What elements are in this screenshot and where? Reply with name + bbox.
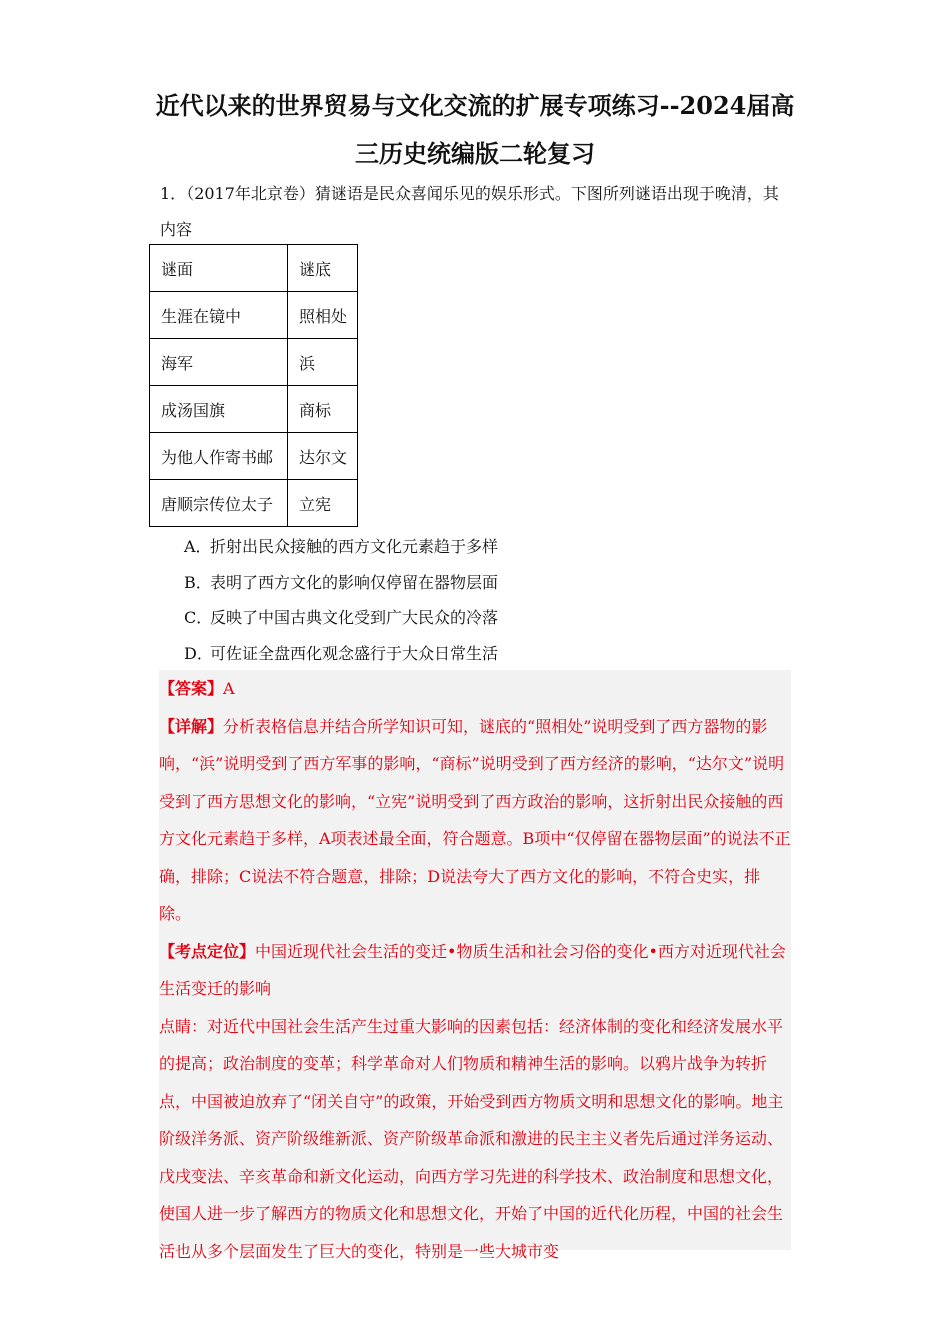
option-text: 可佐证全盘西化观念盛行于大众日常生活	[210, 643, 499, 663]
riddle-table	[149, 244, 358, 527]
table-header-cell: 谜底	[288, 245, 358, 292]
option-letter: B．	[184, 572, 212, 592]
document-title-line-1: 近代以来的世界贸易与文化交流的扩展专项练习--2024届高	[155, 91, 795, 120]
option-a	[184, 529, 498, 565]
detail-tag: 【详解】	[159, 716, 224, 736]
table-row	[150, 433, 358, 480]
table-row	[150, 339, 358, 386]
table-row	[150, 480, 358, 527]
question-stem	[160, 176, 792, 248]
table-row	[150, 292, 358, 339]
note-paragraph: 点睛：对近代中国社会生活产生过重大影响的因素包括：经济体制的变化和经济发展水平的提高；政治制度的变革；科学革命对人们物质和精神生活的影响。以鸦片战争为转折点，中国被迫放弃了“闭关自守”的政策，开始受到西方物质文明和思想文化的影响。地主阶级洋务派、资产阶级维新派、资产阶级革命派和激进的民主主义者先后通过洋务运动、戊戌变法、辛亥革命和新文化运动，向西方学习先进的科学技术、政治制度和思想文化，使国人进一步了解西方的物质文化和思想文化，开始了中国的近代化历程，中国的社会生活也从多个层面发生了巨大的变化，特别是一些大城市变	[159, 1016, 784, 1261]
option-c	[184, 600, 498, 636]
topic-text: 中国近现代社会生活的变迁•物质生活和社会习俗的变化•西方对近现代社会生活变迁的影响	[159, 941, 786, 998]
option-d	[184, 636, 498, 672]
table-cell: 为他人作寄书邮	[150, 433, 288, 480]
table-cell: 生涯在镜中	[150, 292, 288, 339]
question-text: （2017年北京卷）猜谜语是民众喜闻乐见的娱乐形式。下图所列谜语出现于晚清，其内容	[160, 184, 779, 239]
option-letter: A．	[184, 537, 212, 556]
table-header-row	[150, 245, 358, 292]
option-letter: C．	[184, 608, 213, 627]
option-text: 反映了中国古典文化受到广大民众的冷落	[210, 608, 499, 627]
document-title-line-2: 三历史统编版二轮复习	[355, 139, 595, 168]
table-cell: 照相处	[288, 292, 358, 339]
table-cell: 唐顺宗传位太子	[150, 480, 288, 527]
topic-tag: 【考点定位】	[159, 941, 256, 961]
option-text: 表明了西方文化的影响仅停留在器物层面	[210, 572, 499, 592]
table-cell: 商标	[288, 386, 358, 433]
table-cell: 立宪	[288, 480, 358, 527]
answer-options	[184, 529, 498, 671]
table-cell: 达尔文	[288, 433, 358, 480]
option-b	[184, 565, 498, 601]
question-number: 1．	[160, 184, 187, 203]
answer-tag: 【答案】	[159, 679, 224, 698]
analysis-box	[159, 670, 791, 1261]
option-letter: D．	[184, 643, 213, 663]
detail-text: 分析表格信息并结合所学知识可知，谜底的“照相处”说明受到了西方器物的影响，“浜”说明受到了西方军事的影响，“商标”说明受到了西方经济的影响，“达尔文”说明受到了西方思想文化的影响，“立宪”说明受到了西方政治的影响，这折射出民众接触的西方文化元素趋于多样，A项表述最全面，符合题意。B项中“仅停留在器物层面”的说法不正确，排除；C说法不符合题意，排除；D说法夸大了西方文化的影响，不符合史实，排除。	[159, 716, 791, 923]
answer-line	[159, 670, 791, 708]
table-header-cell: 谜面	[150, 245, 288, 292]
table-row	[150, 386, 358, 433]
detail-paragraph	[159, 708, 791, 933]
answer-value: A	[223, 679, 235, 698]
option-text: 折射出民众接触的西方文化元素趋于多样	[210, 537, 499, 556]
table-cell: 浜	[288, 339, 358, 386]
topic-paragraph	[159, 933, 791, 1008]
table-cell: 成汤国旗	[150, 386, 288, 433]
table-cell: 海军	[150, 339, 288, 386]
